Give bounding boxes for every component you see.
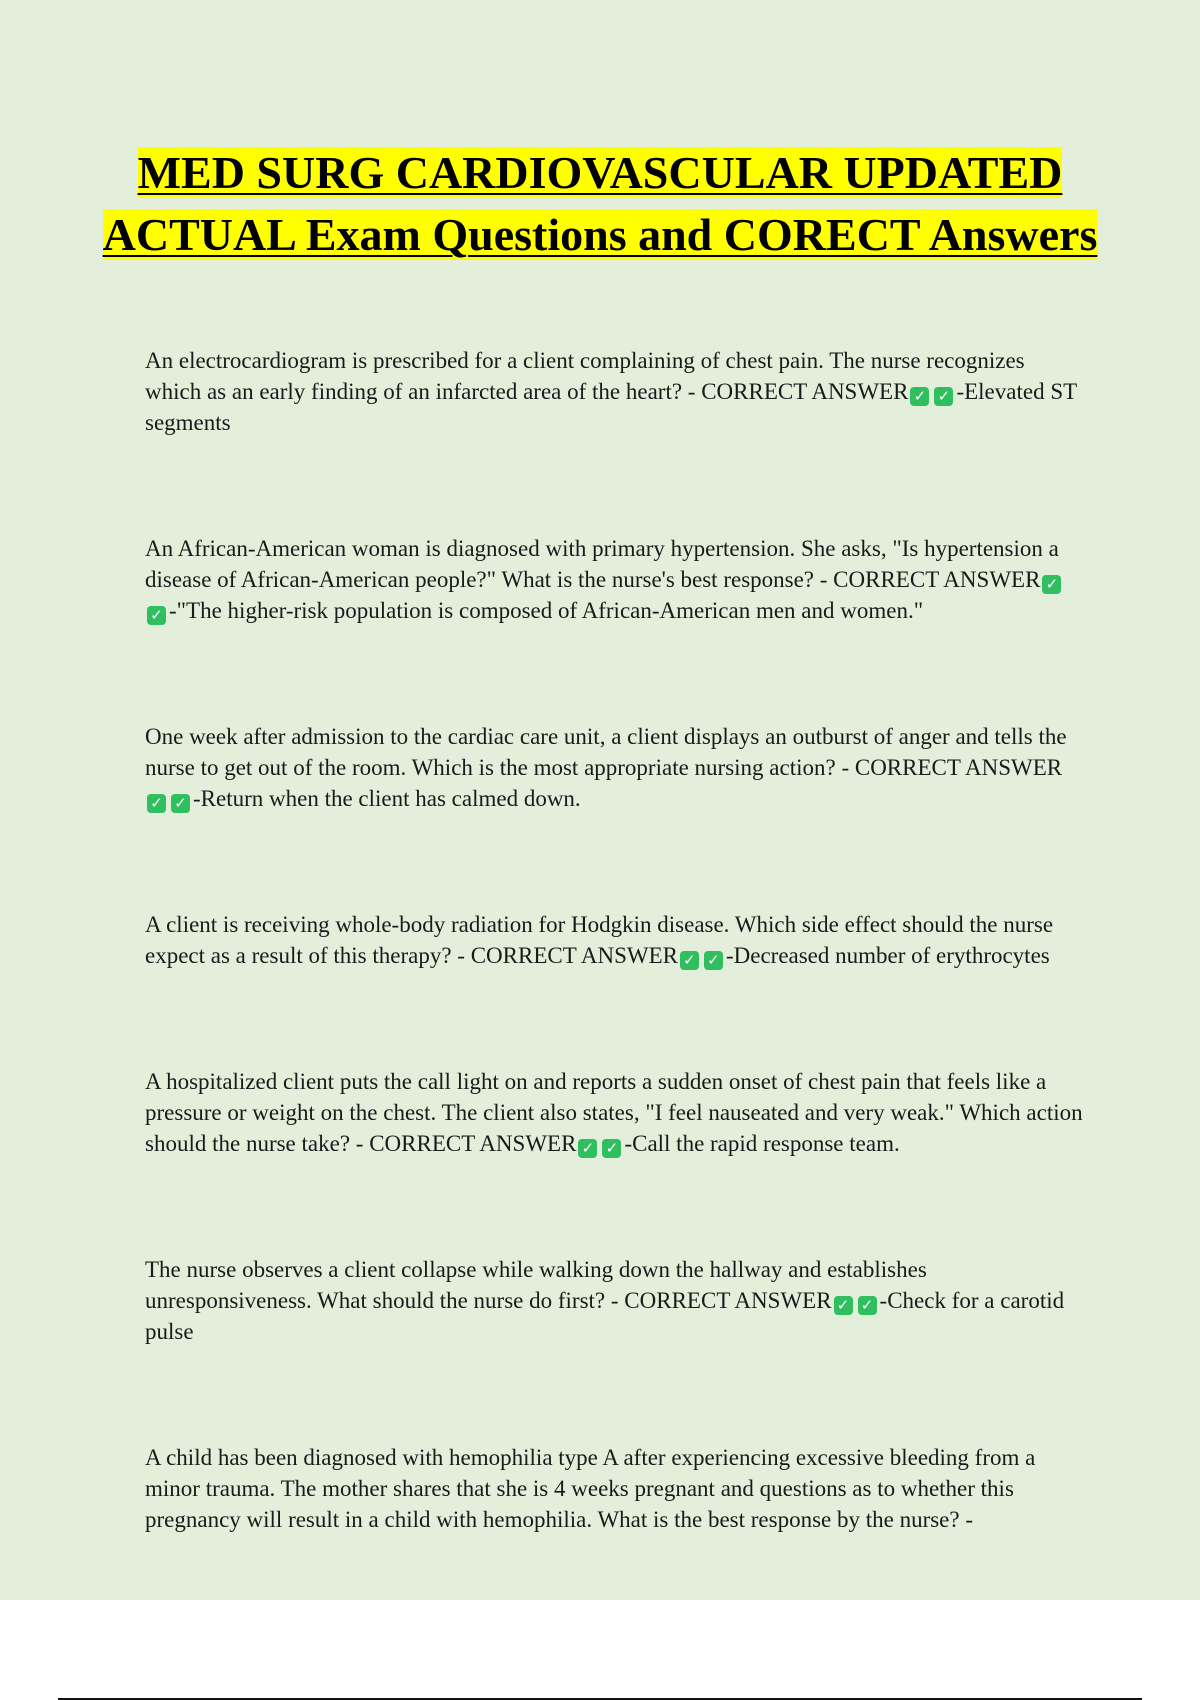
check-mark-icon: ✓	[171, 794, 190, 813]
answer-text: -"The higher-risk population is composed of African-American men and women."	[169, 598, 924, 623]
question-item	[145, 1066, 1085, 1159]
document-title-text: MED SURG CARDIOVASCULAR UPDATED ACTUAL Exam Questions and CORECT Answers	[102, 147, 1098, 260]
check-mark-icon: ✓	[910, 387, 929, 406]
correct-answer-label: CORRECT ANSWER	[470, 943, 678, 968]
question-text: A client is receiving whole-body radiation for Hodgkin disease. Which side effect should the nurse expect as a result of this therapy? -	[145, 912, 1054, 968]
question-text: A child has been diagnosed with hemophilia type A after experiencing excessive bleeding from a minor trauma. The mother shares that she is 4 weeks pregnant and questions as to whether this pregnancy will result in a child with hemophilia. What is the best response by the nurse? -	[145, 1445, 1036, 1532]
question-text: An electrocardiogram is prescribed for a client complaining of chest pain. The nurse recognizes which as an early finding of an infarcted area of the heart? -	[145, 348, 1025, 404]
check-mark-icon: ✓	[602, 1139, 621, 1158]
correct-answer-label: CORRECT ANSWER	[701, 379, 909, 404]
question-item	[145, 909, 1085, 971]
answer-text: -Elevated ST segments	[145, 379, 1077, 435]
check-mark-icon: ✓	[578, 1139, 597, 1158]
correct-answer-label: CORRECT ANSWER	[624, 1288, 832, 1313]
question-item	[145, 1442, 1085, 1535]
question-text: The nurse observes a client collapse while walking down the hallway and establishes unresponsiveness. What should the nurse do first? -	[145, 1257, 927, 1313]
question-text: An African-American woman is diagnosed with primary hypertension. She asks, "Is hypertension a disease of African-American people?" What is the nurse's best response? -	[145, 536, 1059, 592]
question-item	[145, 721, 1085, 814]
question-item	[145, 345, 1085, 438]
question-list	[145, 345, 1085, 1630]
check-mark-icon: ✓	[934, 387, 953, 406]
check-mark-icon: ✓	[834, 1296, 853, 1315]
document-title	[100, 142, 1100, 266]
correct-answer-label: CORRECT ANSWER	[369, 1131, 577, 1156]
check-mark-icon: ✓	[704, 951, 723, 970]
correct-answer-label: CORRECT ANSWER	[854, 755, 1063, 780]
answer-text: -Return when the client has calmed down.	[193, 786, 581, 811]
check-mark-icon: ✓	[147, 794, 166, 813]
correct-answer-label: CORRECT ANSWER	[833, 567, 1041, 592]
answer-text: -Check for a carotid pulse	[145, 1288, 1065, 1344]
question-text: One week after admission to the cardiac care unit, a client displays an outburst of anger and tells the nurse to get out of the room. Which is the most appropriate nursing action? -	[145, 724, 1067, 780]
check-mark-icon: ✓	[858, 1296, 877, 1315]
question-text: A hospitalized client puts the call light on and reports a sudden onset of chest pain that feels like a pressure or weight on the chest. The client also states, "I feel nauseated and very weak." Which action should the nurse take? -	[145, 1069, 1083, 1156]
check-mark-icon: ✓	[1042, 575, 1061, 594]
question-item	[145, 533, 1085, 626]
answer-text: -Decreased number of erythrocytes	[725, 943, 1050, 968]
check-mark-icon: ✓	[680, 951, 699, 970]
check-mark-icon: ✓	[147, 606, 166, 625]
question-item	[145, 1254, 1085, 1347]
answer-text: -Call the rapid response team.	[624, 1131, 900, 1156]
